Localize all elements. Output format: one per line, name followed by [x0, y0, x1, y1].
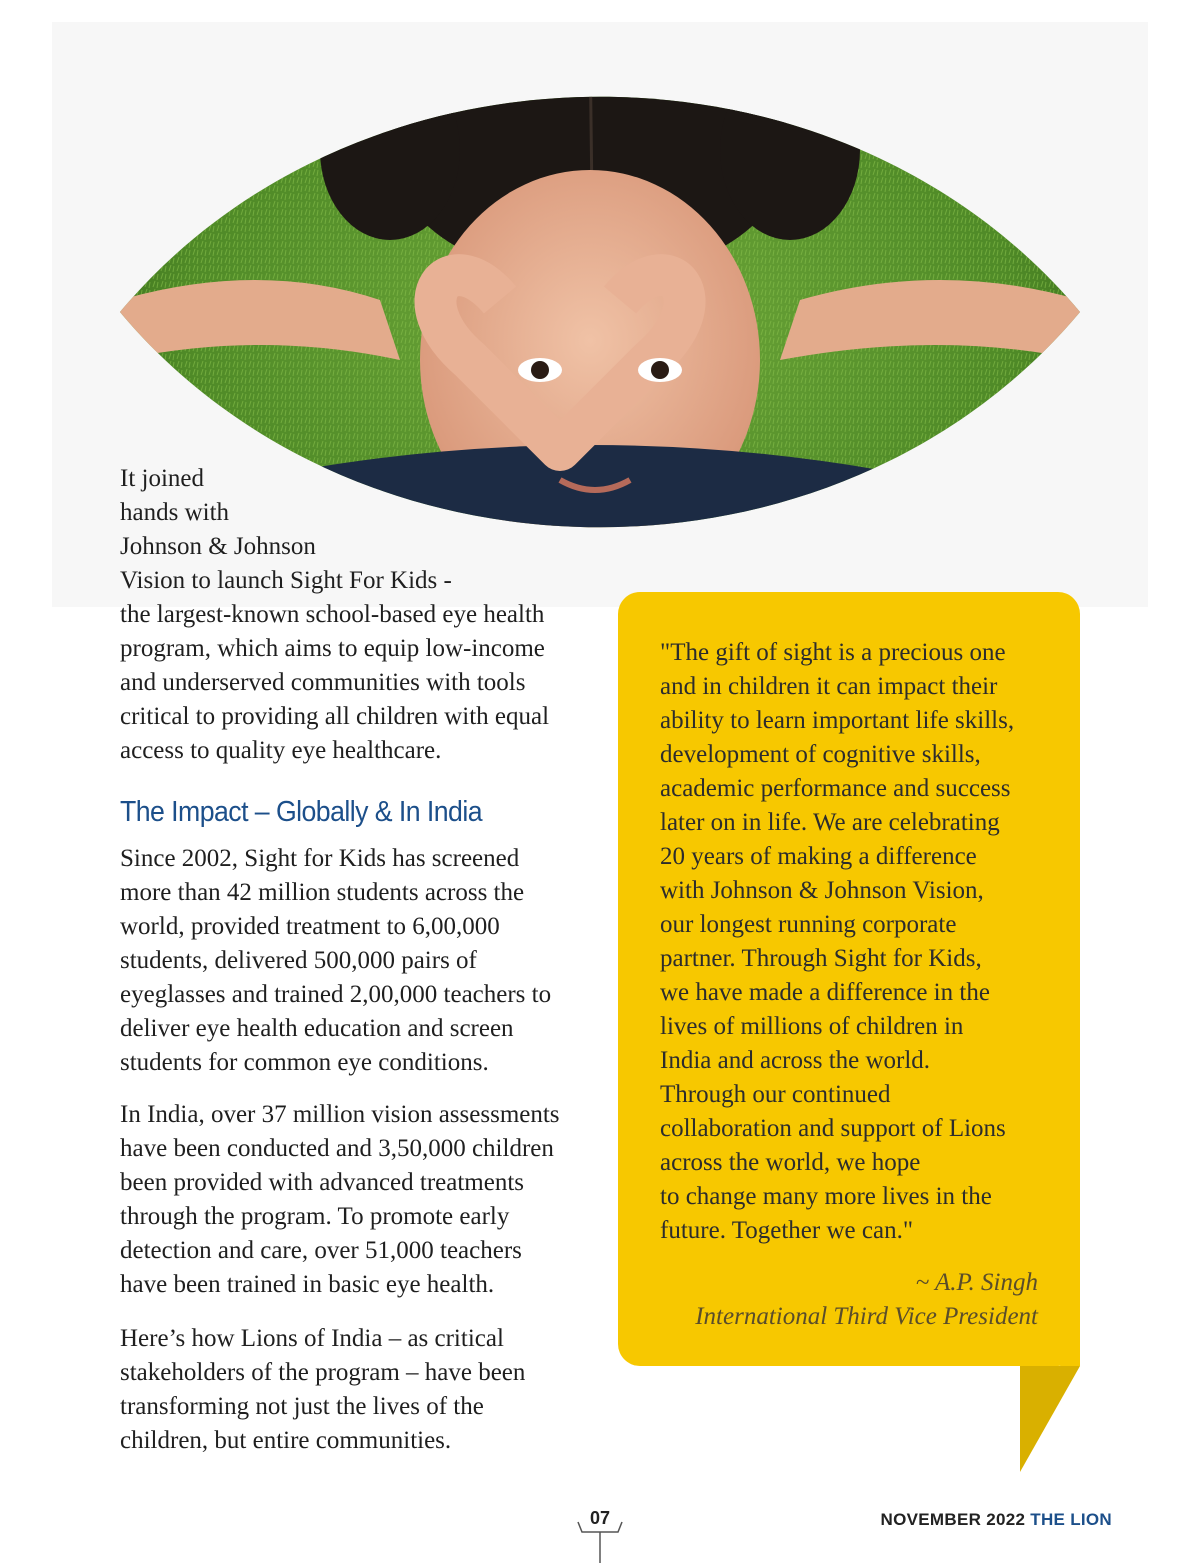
intro-line: critical to providing all children with equal — [120, 703, 550, 730]
intro-line: and underserved communities with tools — [120, 669, 526, 696]
quote-line: ability to learn important life skills, — [660, 707, 1015, 734]
paragraph-line: students, delivered 500,000 pairs of — [120, 947, 477, 974]
quote-line: collaboration and support of Lions — [660, 1115, 1006, 1142]
quote-line: we have made a difference in the — [660, 979, 990, 1006]
quote-text — [660, 636, 1060, 1248]
paragraph-line: Since 2002, Sight for Kids has screened — [120, 845, 520, 872]
impact-paragraph-global — [120, 842, 600, 1080]
quote-line: Through our continued — [660, 1081, 891, 1108]
quote-line: academic performance and success — [660, 775, 1011, 802]
quote-line: future. Together we can." — [660, 1217, 914, 1244]
paragraph-line: Here’s how Lions of India – as critical — [120, 1325, 504, 1352]
intro-line: program, which aims to equip low-income — [120, 635, 545, 662]
quote-line: development of cognitive skills, — [660, 741, 981, 768]
paragraph-line: transforming not just the lives of the — [120, 1393, 484, 1420]
paragraph-line: deliver eye health education and screen — [120, 1015, 514, 1042]
paragraph-line: through the program. To promote early — [120, 1203, 510, 1230]
page-number: 07 — [589, 1508, 611, 1528]
intro-line: Vision to launch Sight For Kids - — [120, 567, 452, 594]
section-heading: The Impact – Globally & In India — [120, 796, 482, 828]
quote-line: "The gift of sight is a precious one — [660, 639, 1006, 666]
quote-author: ~ A.P. Singh — [915, 1269, 1038, 1296]
quote-line: India and across the world. — [660, 1047, 931, 1074]
lions-paragraph — [120, 1322, 600, 1458]
quote-attribution — [695, 1266, 1038, 1334]
quote-line: our longest running corporate — [660, 911, 957, 938]
paragraph-line: more than 42 million students across the — [120, 879, 525, 906]
paragraph-line: detection and care, over 51,000 teachers — [120, 1237, 522, 1264]
quote-line: 20 years of making a difference — [660, 843, 977, 870]
footer-issue-date: NOVEMBER 2022 — [880, 1510, 1026, 1529]
paragraph-line: eyeglasses and trained 2,00,000 teachers to — [120, 981, 552, 1008]
footer-brand: THE LION — [1030, 1510, 1112, 1529]
intro-line: It joined — [120, 465, 205, 492]
intro-line: hands with — [120, 499, 230, 526]
paragraph-line: In India, over 37 million vision assessments — [120, 1101, 560, 1128]
intro-line: Johnson & Johnson — [120, 533, 316, 560]
impact-paragraph-india — [120, 1098, 600, 1302]
paragraph-line: world, provided treatment to 6,00,000 — [120, 913, 500, 940]
paragraph-line: have been conducted and 3,50,000 children — [120, 1135, 554, 1162]
quote-line: across the world, we hope — [660, 1149, 921, 1176]
paragraph-line: children, but entire communities. — [120, 1427, 452, 1454]
footer-issue-title — [881, 1510, 1112, 1530]
intro-line: the largest-known school-based eye health — [120, 601, 545, 628]
quote-line: and in children it can impact their — [660, 673, 998, 700]
quote-line: with Johnson & Johnson Vision, — [660, 877, 984, 904]
quote-line: later on in life. We are celebrating — [660, 809, 1000, 836]
quote-line: lives of millions of children in — [660, 1013, 964, 1040]
paragraph-line: been provided with advanced treatments — [120, 1169, 525, 1196]
intro-line: access to quality eye healthcare. — [120, 737, 442, 764]
quote-author-role: International Third Vice President — [695, 1303, 1038, 1330]
paragraph-line: have been trained in basic eye health. — [120, 1271, 495, 1298]
quote-line: to change many more lives in the — [660, 1183, 992, 1210]
quote-line: partner. Through Sight for Kids, — [660, 945, 982, 972]
paragraph-line: students for common eye conditions. — [120, 1049, 489, 1076]
intro-paragraph — [120, 462, 590, 768]
paragraph-line: stakeholders of the program – have been — [120, 1359, 526, 1386]
